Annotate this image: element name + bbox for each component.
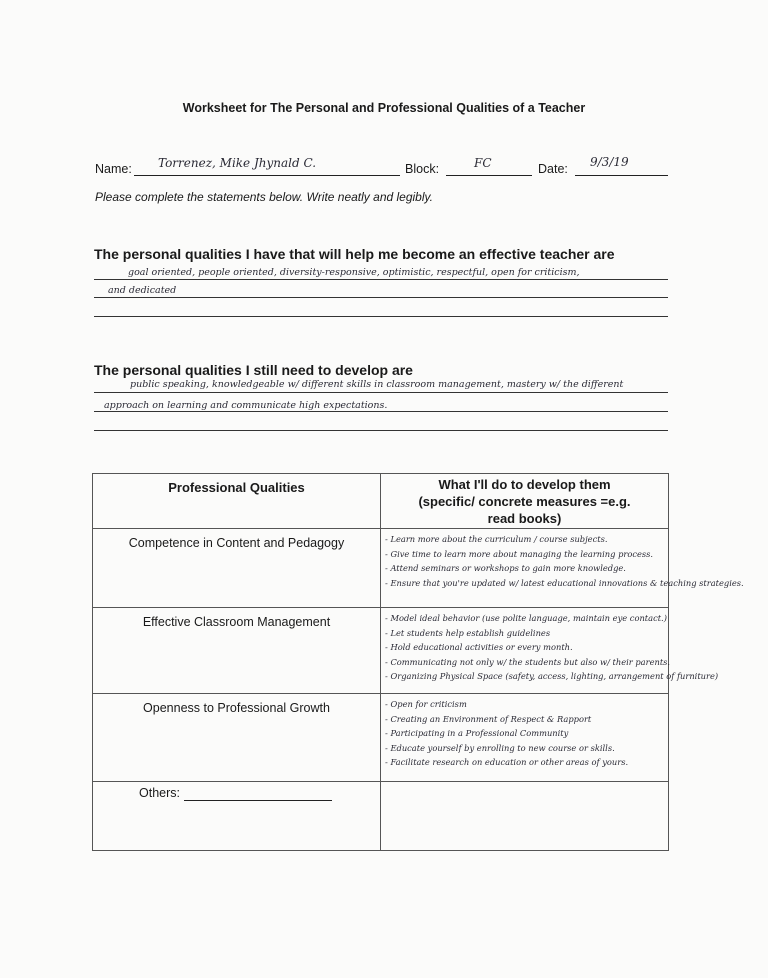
name-underline bbox=[134, 175, 400, 176]
section1-rule-3 bbox=[94, 316, 668, 317]
section2-rule-2 bbox=[94, 411, 668, 412]
measure-item: - Model ideal behavior (use polite language, maintain eye contact.) bbox=[385, 611, 668, 626]
block-underline bbox=[446, 175, 532, 176]
measures-cell[interactable] bbox=[381, 608, 719, 694]
measure-item: - Ensure that you're updated w/ latest educational innovations & teaching strategies. bbox=[385, 576, 668, 591]
others-label: Others: bbox=[139, 786, 180, 800]
measure-item: - Participating in a Professional Community bbox=[385, 726, 668, 741]
col2-header-line: read books) bbox=[487, 511, 562, 526]
col1-header: Professional Qualities bbox=[93, 474, 381, 529]
section2-rule-3 bbox=[94, 430, 668, 431]
section1-answer-line-1[interactable]: goal oriented, people oriented, diversity-responsive, optimistic, respectful, open for criticism, bbox=[128, 267, 580, 278]
col2-header bbox=[381, 474, 669, 529]
section1-heading: The personal qualities I have that will help me become an effective teacher are bbox=[94, 246, 615, 262]
measure-item: - Learn more about the curriculum / course subjects. bbox=[385, 532, 668, 547]
qualities-table bbox=[92, 473, 744, 851]
instructions: Please complete the statements below. Write neatly and legibly. bbox=[95, 190, 433, 204]
date-value[interactable]: 9/3/19 bbox=[590, 155, 629, 169]
measure-item: - Open for criticism bbox=[385, 697, 668, 712]
others-cell bbox=[93, 782, 381, 851]
section2-answer-line-2[interactable]: approach on learning and communicate high expectations. bbox=[104, 400, 388, 411]
quality-name: Competence in Content and Pedagogy bbox=[93, 529, 381, 608]
measure-item: - Creating an Environment of Respect & Rapport bbox=[385, 712, 668, 727]
measure-item: - Attend seminars or workshops to gain more knowledge. bbox=[385, 561, 668, 576]
measure-item: - Let students help establish guidelines bbox=[385, 626, 668, 641]
table-row bbox=[93, 694, 669, 782]
measure-item: - Facilitate research on education or other areas of yours. bbox=[385, 755, 668, 770]
table-row bbox=[93, 608, 669, 694]
section2-rule-1 bbox=[94, 392, 668, 393]
section1-answer-line-2[interactable]: and dedicated bbox=[108, 285, 177, 296]
date-underline bbox=[575, 175, 668, 176]
worksheet-title: Worksheet for The Personal and Professional Qualities of a Teacher bbox=[182, 101, 586, 115]
block-value[interactable]: FC bbox=[474, 156, 492, 170]
name-label: Name: bbox=[95, 162, 132, 176]
section1-rule-1 bbox=[94, 279, 668, 280]
col2-header-line: (specific/ concrete measures =e.g. bbox=[418, 494, 631, 509]
section1-rule-2 bbox=[94, 297, 668, 298]
others-blank[interactable] bbox=[184, 786, 332, 801]
measure-item: - Hold educational activities or every month. bbox=[385, 640, 668, 655]
measures-cell[interactable] bbox=[381, 694, 669, 782]
measures-cell[interactable] bbox=[381, 529, 744, 608]
table-header-row bbox=[93, 474, 669, 529]
section2-answer-line-1[interactable]: public speaking, knowledgeable w/ different skills in classroom management, mastery w/ the different bbox=[130, 379, 624, 390]
measure-item: - Educate yourself by enrolling to new course or skills. bbox=[385, 741, 668, 756]
quality-name: Openness to Professional Growth bbox=[93, 694, 381, 782]
measure-item: - Give time to learn more about managing the learning process. bbox=[385, 547, 668, 562]
date-label: Date: bbox=[538, 162, 568, 176]
quality-name: Effective Classroom Management bbox=[93, 608, 381, 694]
block-label: Block: bbox=[405, 162, 440, 176]
col2-header-line: What I'll do to develop them bbox=[438, 477, 611, 492]
name-value[interactable]: Torrenez, Mike Jhynald C. bbox=[158, 156, 317, 170]
table-row bbox=[93, 529, 669, 608]
measure-item: - Communicating not only w/ the students but also w/ their parents. bbox=[385, 655, 668, 670]
section2-heading: The personal qualities I still need to develop are bbox=[94, 362, 413, 378]
measure-item: - Organizing Physical Space (safety, access, lighting, arrangement of furniture) bbox=[385, 669, 668, 684]
others-measures-cell[interactable] bbox=[381, 782, 669, 851]
table-row-others bbox=[93, 782, 669, 851]
